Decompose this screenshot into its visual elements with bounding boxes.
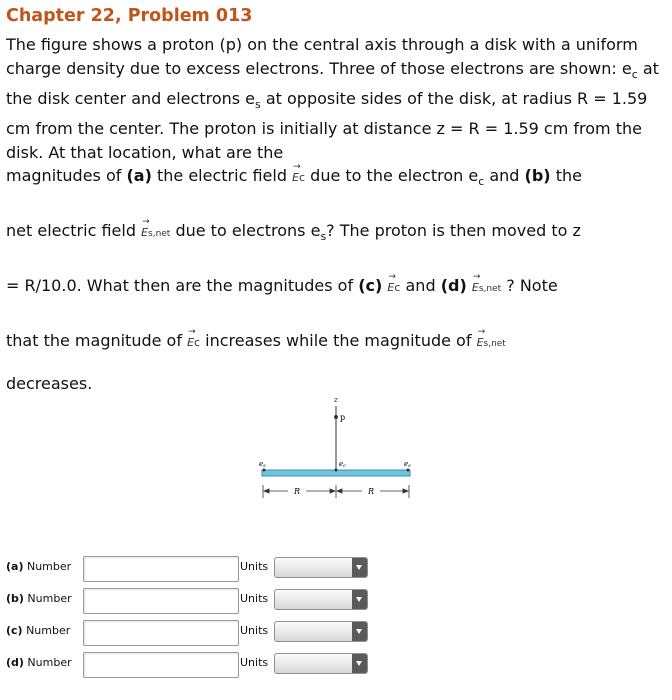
problem-title: Chapter 22, Problem 013 (6, 6, 253, 26)
answer-input-a[interactable] (83, 556, 239, 582)
problem-line-9: decreases. (6, 374, 93, 393)
z-axis-label: z (334, 396, 338, 404)
answer-label-c: (c) Number (6, 624, 71, 637)
disk-diagram (250, 392, 420, 507)
answer-input-b[interactable] (83, 588, 239, 614)
dropdown-arrow-icon[interactable] (352, 622, 367, 641)
units-select-a[interactable] (274, 557, 368, 578)
vector-Ec-3: → Ec (187, 327, 201, 349)
problem-line-7: = R/10.0. What then are the magnitudes of (c) → Ec and (d) → Es,net ? Note (6, 272, 558, 295)
units-label-d: Units (240, 656, 269, 669)
vector-Esnet-2: → Es,net (471, 272, 502, 294)
problem-line-8: that the magnitude of → Ec increases while the magnitude of → Es,net (6, 327, 506, 350)
vector-Ec-2: → Ec (387, 272, 401, 294)
units-select-d[interactable] (274, 653, 368, 674)
disk-figure (250, 392, 420, 511)
dropdown-arrow-icon[interactable] (352, 654, 367, 673)
answer-label-b: (b) Number (6, 592, 72, 605)
proton-label: p (340, 413, 346, 422)
answer-input-d[interactable] (83, 652, 239, 678)
problem-intro: The figure shows a proton (p) on the central axis through a disk with a uniform charge density due to excess electrons. Three of those electrons are shown: $e_c$ at the disk center and electrons $e_s$ at opposite sides of the disk, at radius R = 1.59 cm from the center. The proton is initially at distance z = R = 1.59 cm from the disk. At that location, what are the (6, 35, 659, 163)
units-label-c: Units (240, 624, 269, 637)
answer-label-d: (d) Number (6, 656, 72, 669)
electron-ec-dot (335, 469, 338, 472)
units-label-a: Units (240, 560, 269, 573)
vector-Esnet: → Es,net (141, 217, 171, 239)
units-select-c[interactable] (274, 621, 368, 642)
electron-es-right-label: es (404, 460, 411, 469)
problem-line-5: magnitudes of (a) the electric field → Ec due to the electron $e_c$ and (b) the (6, 162, 582, 189)
dropdown-arrow-icon[interactable] (352, 590, 367, 609)
dropdown-arrow-icon[interactable] (352, 558, 367, 577)
radius-dimension (263, 485, 409, 498)
electron-es-left-label: es (259, 460, 266, 469)
proton-dot (334, 415, 338, 419)
radius-label-left: R (294, 487, 301, 496)
electron-ec-label: ec (339, 460, 346, 469)
answer-label-a: (a) Number (6, 560, 72, 573)
vector-Esnet-3: → Es,net (476, 327, 506, 349)
units-select-b[interactable] (274, 589, 368, 610)
radius-label-right: R (368, 487, 375, 496)
units-label-b: Units (240, 592, 269, 605)
vector-Ec: → Ec (292, 162, 306, 184)
answer-input-c[interactable] (83, 620, 239, 646)
problem-line-6: net electric field → Es,net due to electrons $e_s$? The proton is then moved to z (6, 217, 581, 244)
